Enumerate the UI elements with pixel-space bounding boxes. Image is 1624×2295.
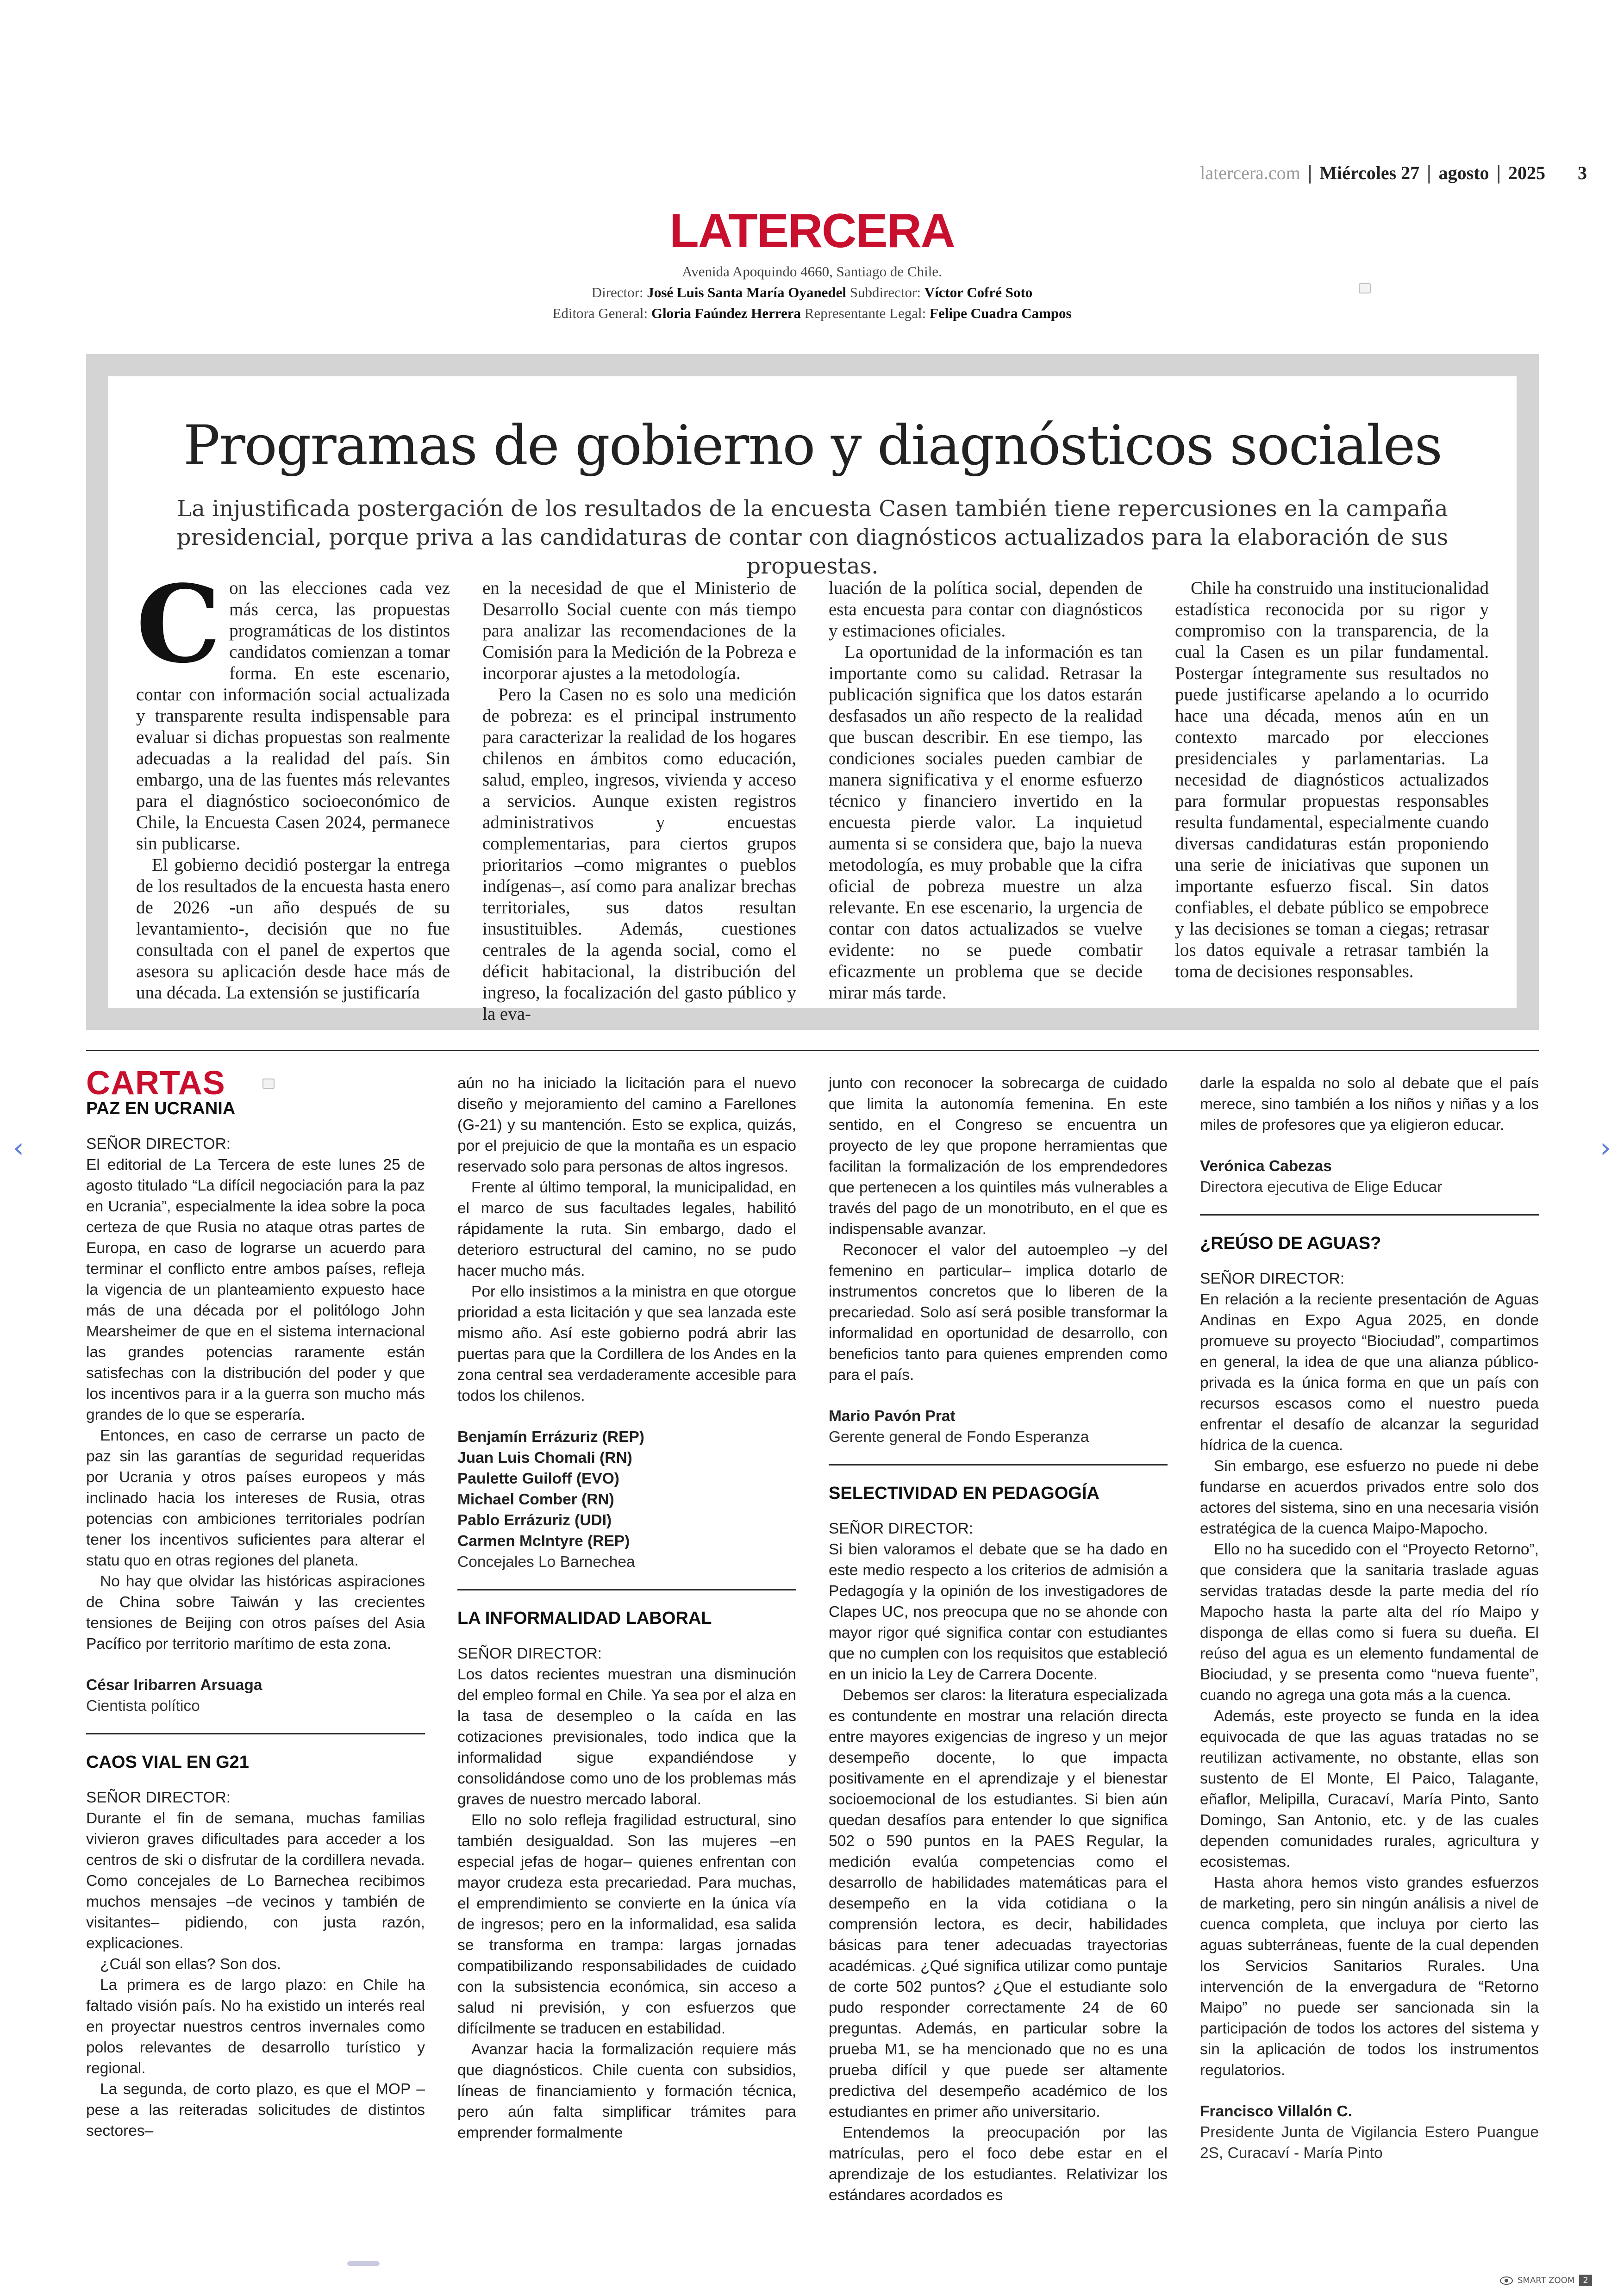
letters-section [86, 1065, 1539, 2204]
letters-column-4 [1200, 1073, 1539, 2206]
letter-signer: Paulette Guiloff (EVO) [457, 1470, 619, 1487]
letter-paragraph: junto con reconocer la sobrecarga de cuidado que limita la autonomía femenina. En este sentido, en el Congreso se encuentra un proyecto de ley que propone herramientas que facilitan la formalización de los emprendedores que pertenecen a los quintiles más vulnerables a través del pago de un monotributo, en el que es indispensable avanzar. [829, 1075, 1168, 1238]
letter-paragraph: aún no ha iniciado la licitación para el nuevo diseño y mejoramiento del camino a Farellones (G-21) y su mantención. Esto se explica, quizás, por el prejuicio de que la montaña es un espacio reservado solo para personas de altos ingresos. [457, 1075, 796, 1175]
editorial-paragraph: Con las elecciones cada vez más cerca, las propuestas programáticas de los distintos candidatos comienzan a tomar forma. En este escenario, contar con información social actualizada y transparente resulta indispensable para evaluar si dichas propuestas son realmente adecuadas a la realidad del país. Sin embargo, una de las fuentes más relevantes para el diagnóstico socioeconómico de Chile, la Encuesta Casen 2024, permanece sin publicarse. [136, 562, 450, 854]
letter-divider [457, 1589, 796, 1590]
next-page-arrow-icon[interactable]: › [1600, 1132, 1611, 1164]
letter-salutation: SEÑOR DIRECTOR: [829, 1520, 974, 1537]
letter-paragraph: darle la espalda no solo al debate que el país merece, sino también a los niños y niñas y a los miles de profesores que ya eligieron educar. [1200, 1075, 1539, 1134]
editorial-column-3 [829, 578, 1143, 1025]
smart-zoom-count: 2 [1579, 2275, 1592, 2286]
letter-paragraph: Además, este proyecto se funda en la idea equivocada de que las aguas tratadas no se reutilizan activamente, no obstante, ellas son sustento de El Monte, El Paico, Talagante, eñaflor, Melipilla, Curacaví, María Pinto, Santo Domingo, San Antonio, etc. y de las cuales dependen comunidades rurales, agricultura y ecosistemas. [1200, 1708, 1539, 1871]
letter-signer: Benjamín Errázuriz (REP) [457, 1428, 644, 1446]
comment-icon[interactable] [262, 1079, 275, 1089]
letter-paragraph: Ello no ha sucedido con el “Proyecto Retorno”, que considera que la sanitaria traslade aguas servidas tratadas desde la parte media del río Mapocho hasta la parte alta del río Maipo y disponga de ellas como si fuera su dueña. El reúso del agua es un elemento fundamental de Biociudad, y se presenta como “nueva fuente”, cuando no agrega una gota más a la cuenca. [1200, 1541, 1539, 1704]
letter-paragraph: Frente al último temporal, la municipalidad, en el marco de sus facultades legales, habilitó rápidamente la ruta. Sin embargo, dado el deterioro estructural del camino, no se pudo hacer mucho más. [457, 1179, 796, 1279]
letter-paragraph: Entendemos la preocupación por las matrículas, pero el foco debe estar en el aprendizaje de los estudiantes. Relativizar los estándares acordados es [829, 2124, 1168, 2204]
letters-column-3 [829, 1073, 1168, 2206]
letter-paragraph: Los datos recientes muestran una disminución del empleo formal en Chile. Ya sea por el alza en la tasa de desempleo o la caída en las cotizaciones previsionales, todo indica que la informalidad sigue expandiéndose y consolidándose como uno de los problemas más graves de nuestro mercado laboral. [457, 1666, 796, 1808]
address: Avenida Apoquindo 4660, Santiago de Chile. [682, 263, 942, 280]
editorial-columns [136, 562, 1489, 1025]
editorial-paragraph: en la necesidad de que el Ministerio de Desarrollo Social cuente con más tiempo para analizar las recomendaciones de la Comisión para la Medición de la Pobreza e incorporar ajustes a la metodología. [482, 578, 796, 683]
letter-signer-role: Concejales Lo Barnechea [457, 1553, 635, 1571]
letter-signer: César Iribarren Arsuaga [86, 1677, 262, 1694]
letter-title: ¿REÚSO DE AGUAS? [1200, 1234, 1381, 1253]
letter-salutation: SEÑOR DIRECTOR: [86, 1789, 231, 1806]
letter-divider [1200, 1214, 1539, 1216]
editorial-subtitle: La injustificada postergación de los resultados de la encuesta Casen también tiene repercusiones en la campaña presidencial, porque priva a las candidaturas de contar con diagnósticos actualizados para la elaboración de sus propuestas. [176, 496, 1449, 579]
letter-paragraph: El editorial de La Tercera de este lunes 25 de agosto titulado “La difícil negociación para la paz en Ucrania”, especialmente la idea sobre la poca certeza de que Rusia no ataque otras partes de Europa, en caso de lograrse un acuerdo para terminar el conflicto entre ambos países, refleja la vigencia de un planteamiento expuesto hace más de una década por el politólogo John Mearsheimer de que en el sistema internacional las grandes potencias raramente están satisfechas con la distribución del poder y que los incentivos para ir a la guerra son mucho más grandes de lo que se esperaría. [86, 1156, 425, 1423]
date-month: agosto [1438, 162, 1489, 183]
editorial-inner [108, 376, 1517, 1024]
separator: | [1426, 162, 1432, 184]
letter-paragraph: ¿Cuál son ellas? Son dos. [100, 1956, 281, 1973]
letter-paragraph: Sin embargo, ese esfuerzo no puede ni debe fundarse en acuerdos privados entre solo dos actores del sistema, sino en una necesaria visión estratégica de la cuenca Maipo-Mapocho. [1200, 1458, 1539, 1537]
letter-divider [829, 1464, 1168, 1466]
letter-signer-role: Directora ejecutiva de Elige Educar [1200, 1179, 1443, 1196]
letter-title: SELECTIVIDAD EN PEDAGOGÍA [829, 1484, 1099, 1503]
smart-zoom-control[interactable] [1500, 2275, 1592, 2286]
date-day: Miércoles 27 [1319, 162, 1420, 183]
letter-paragraph: La segunda, de corto plazo, es que el MOP –pese a las reiteradas solicitudes de distintos sectores– [86, 2081, 425, 2139]
editor-line: Editora General: Gloria Faúndez Herrera Representante Legal: Felipe Cuadra Campos [552, 305, 1072, 321]
letter-signer-role: Cientista político [86, 1697, 200, 1715]
letter-title: PAZ EN UCRANIA [86, 1099, 236, 1118]
letter-paragraph: La primera es de largo plazo: en Chile ha faltado visión país. No ha existido un interés real en proyectar nuestros centros invernales como polos relevantes de desarrollo turístico y regional. [86, 1977, 425, 2077]
letter-paragraph: Entonces, en caso de cerrarse un pacto de paz sin las garantías de seguridad requeridas por Ucrania y otros países europeos y más inclinado hacia los intereses de Rusia, otras potencias con ambiciones territoriales podrían tener los incentivos suficientes para alterar el statu quo en otras regiones del planeta. [86, 1427, 425, 1569]
eye-icon [1500, 2276, 1513, 2285]
separator: | [1306, 162, 1313, 184]
letter-paragraph: No hay que olvidar las históricas aspiraciones de China sobre Taiwán y las crecientes tensiones de Beijing con otros países del Asia Pacífico por territorio marítimo de esta zona. [86, 1573, 425, 1653]
editorial-box [86, 354, 1539, 1030]
letters-section-title: CARTAS [86, 1073, 425, 1094]
letter-signer: Francisco Villalón C. [1200, 2103, 1352, 2120]
page-number: 3 [1578, 162, 1587, 183]
masthead [0, 261, 1624, 324]
letter-paragraph: Por ello insistimos a la ministra en que otorgue prioridad a esta licitación y que sea lanzada este mismo año. Así este gobierno podrá abrir las puertas para que la Cordillera de los Andes en la zona central sea verdaderamente accesible para todos los chilenos. [457, 1283, 796, 1404]
letter-signer-role: Gerente general de Fondo Esperanza [829, 1428, 1089, 1446]
letter-paragraph: En relación a la reciente presentación de Aguas Andinas en Expo Agua 2025, en donde promueve su proyecto “Biociudad”, compartimos en general, la idea de que una alianza público-privada es la única forma en que un país con recursos escasos como el nuestro pueda enfrentar el desafío de alcanzar la seguridad hídrica de la cuenca. [1200, 1291, 1539, 1454]
site-url[interactable]: latercera.com [1200, 162, 1300, 183]
separator: | [1495, 162, 1502, 184]
editorial-title: Programas de gobierno y diagnósticos sociales [183, 413, 1442, 477]
letter-salutation: SEÑOR DIRECTOR: [86, 1135, 231, 1153]
letter-divider [86, 1733, 425, 1734]
letter-paragraph: Reconocer el valor del autoempleo –y del femenino en particular– implica dotarlo de instrumentos concretos que lo liberen de la precariedad. Solo así será posible transformar la informalidad en oportunidad de desarrollo, con beneficios tanto para quienes emprenden como para el país. [829, 1241, 1168, 1384]
letter-signer: Mario Pavón Prat [829, 1408, 956, 1425]
letter-paragraph: Durante el fin de semana, muchas familias vivieron graves dificultades para acceder a los centros de ski o disfrutar de la cordillera nevada. Como concejales de Lo Barnechea recibimos muchos mensajes –de vecinos y también de visitantes– pidiendo, con justa razón, explicaciones. [86, 1810, 425, 1952]
letter-paragraph: Si bien valoramos el debate que se ha dado en este medio respecto a los criterios de admisión a Pedagogía y la opinión de los investigadores de Clapes UC, nos preocupa que no se ahonde con mayor rigor qué significa contar con estudiantes que no cumplen con los requisitos que estableció en un inicio la Ley de Carrera Docente. [829, 1541, 1168, 1683]
letter-signer: Pablo Errázuriz (UDI) [457, 1512, 612, 1529]
letter-signer: Juan Luis Chomali (RN) [457, 1449, 632, 1466]
page-header [1200, 162, 1587, 184]
editorial-paragraph: El gobierno decidió postergar la entrega de los resultados de la encuesta hasta enero de 2026 -un año después de su levantamiento-, decisión que no fue consultada con el panel de expertos que asesora su aplicación desde hace más de una década. La extensión se justificaría [136, 855, 450, 1003]
editorial-paragraph: Pero la Casen no es solo una medición de pobreza: es el principal instrumento para caracterizar la realidad de los hogares chilenos en ámbitos como educación, salud, empleo, ingresos, vivienda y acceso a servicios. Aunque existen registros administrativos y encuestas complementarias, para ciertos grupos prioritarios –como migrantes o pueblos indígenas–, así como para analizar brechas territoriales, sus datos resultan insustituibles. Además, cuestiones centrales de la agenda social, como el déficit habitacional, la distribución del ingreso, la focalización del gasto público y la eva- [482, 685, 796, 1024]
letter-salutation: SEÑOR DIRECTOR: [1200, 1270, 1345, 1287]
smart-zoom-label: SMART ZOOM [1518, 2276, 1575, 2285]
editorial-column-4 [1175, 578, 1489, 1025]
letter-signer: Carmen McIntyre (REP) [457, 1533, 630, 1550]
letter-paragraph: Ello no solo refleja fragilidad estructural, sino también desigualdad. Son las mujeres –en especial jefas de hogar– quienes enfrentan con mayor crudeza esta precariedad. Para muchas, el emprendimiento se convierte en la única vía de ingresos; pero en la informalidad, esa salida se transforma en trampa: largas jornadas compatibilizando responsabilidades de cuidado con la subsistencia económica, sin acceso a salud ni previsión, y con esfuerzos que difícilmente se traducen en estabilidad. [457, 1812, 796, 2037]
letter-salutation: SEÑOR DIRECTOR: [457, 1645, 602, 1662]
editorial-paragraph: La oportunidad de la información es tan importante como su calidad. Retrasar la publicación significa que los datos estarán desfasados un año respecto de la realidad que buscan describir. En ese tiempo, las condiciones sociales pueden cambiar de manera significativa y el enorme esfuerzo técnico y financiero invertido en la encuesta pierde valor. La inquietud aumenta si se considera que, bajo la nueva metodología, es muy probable que la cifra oficial de pobreza muestre un alza relevante. En ese escenario, la urgencia de contar con datos actualizados se vuelve evidente: no se puede combatir eficazmente un problema que se decide mirar más tarde. [829, 642, 1143, 1003]
horizontal-scrollbar[interactable] [347, 2261, 380, 2266]
editorial-column-2 [482, 578, 796, 1025]
letter-signer: Verónica Cabezas [1200, 1158, 1332, 1175]
date-year: 2025 [1508, 162, 1545, 183]
letter-title: LA INFORMALIDAD LABORAL [457, 1609, 712, 1628]
newspaper-logo: LATERCERA [669, 204, 955, 258]
letter-paragraph: Avanzar hacia la formalización requiere más que diagnósticos. Chile cuenta con subsidios, líneas de financiamiento y formación técnica, pero aún falta simplificar trámites para emprender formalmente [457, 2041, 796, 2141]
letter-paragraph: Debemos ser claros: la literatura especializada es contundente en mostrar una relación directa entre mayores exigencias de ingreso y un mejor desempeño docente, lo que impacta positivamente en el aprendizaje y el bienestar socioemocional de los estudiantes. Si bien aún quedan desafíos para entender lo que significa 502 o 590 puntos en la PAES Regular, la medición evalúa competencias como el desarrollo de habilidades matemáticas para el desempeño en la vida cotidiana o la comprensión lectora, es decir, habilidades básicas para tener adecuadas trayectorias académicas. ¿Qué significa utilizar como puntaje de corte 502 puntos? ¿Que el estudiante solo pudo responder correctamente 24 de 60 preguntas. Además, en particular sobre la prueba M1, se ha mencionado que no es una prueba difícil y que puede ser altamente predictiva del desempeño académico de los estudiantes en primer año universitario. [829, 1687, 1168, 2120]
section-divider [86, 1050, 1539, 1051]
letter-signers [457, 1427, 796, 1552]
director-line: Director: José Luis Santa María Oyanedel Subdirector: Víctor Cofré Soto [591, 284, 1033, 300]
editorial-paragraph: Chile ha construido una institucionalidad estadística reconocida por su rigor y compromiso con la transparencia, de la cual la Casen es un pilar fundamental. Postergar íntegramente sus resultados no puede justificarse apelando a lo ocurrido hace una década, menos aún en un contexto marcado por elecciones presidenciales y parlamentarias. La necesidad de diagnósticos actualizados para formular propuestas responsables resulta fundamental, especialmente cuando diversas candidaturas están proponiendo una serie de iniciativas que suponen un importante esfuerzo fiscal. Sin datos confiables, el debate público se empobrece y las decisiones se toman a ciegas; retrasar los datos equivale a retrasar también la toma de decisiones responsables. [1175, 578, 1489, 981]
letters-column-1 [86, 1065, 425, 2206]
letters-column-2 [457, 1073, 796, 2206]
letter-signer-role: Presidente Junta de Vigilancia Estero Puangue 2S, Curacaví - María Pinto [1200, 2124, 1539, 2162]
editorial-column-1 [136, 562, 450, 1025]
letter-title: CAOS VIAL EN G21 [86, 1752, 249, 1772]
letter-paragraph: Hasta ahora hemos visto grandes esfuerzos de marketing, pero sin ningún análisis a nivel de cuenca completa, que incluya por cierto las aguas subterráneas, fuente de la cual dependen los Servicios Sanitarios Rurales. Una intervención de la envergadura de “Retorno Maipo” no puede ser sancionada sin la participación de todos los actores del sistema y sin la aplicación de todos los instrumentos regulatorios. [1200, 1874, 1539, 2079]
letter-signer: Michael Comber (RN) [457, 1491, 614, 1508]
dropcap: C [136, 562, 221, 687]
editorial-paragraph: luación de la política social, dependen de esta encuesta para contar con diagnósticos y estimaciones oficiales. [829, 578, 1143, 641]
prev-page-arrow-icon[interactable]: ‹ [13, 1132, 24, 1164]
comment-icon[interactable] [1359, 283, 1371, 293]
